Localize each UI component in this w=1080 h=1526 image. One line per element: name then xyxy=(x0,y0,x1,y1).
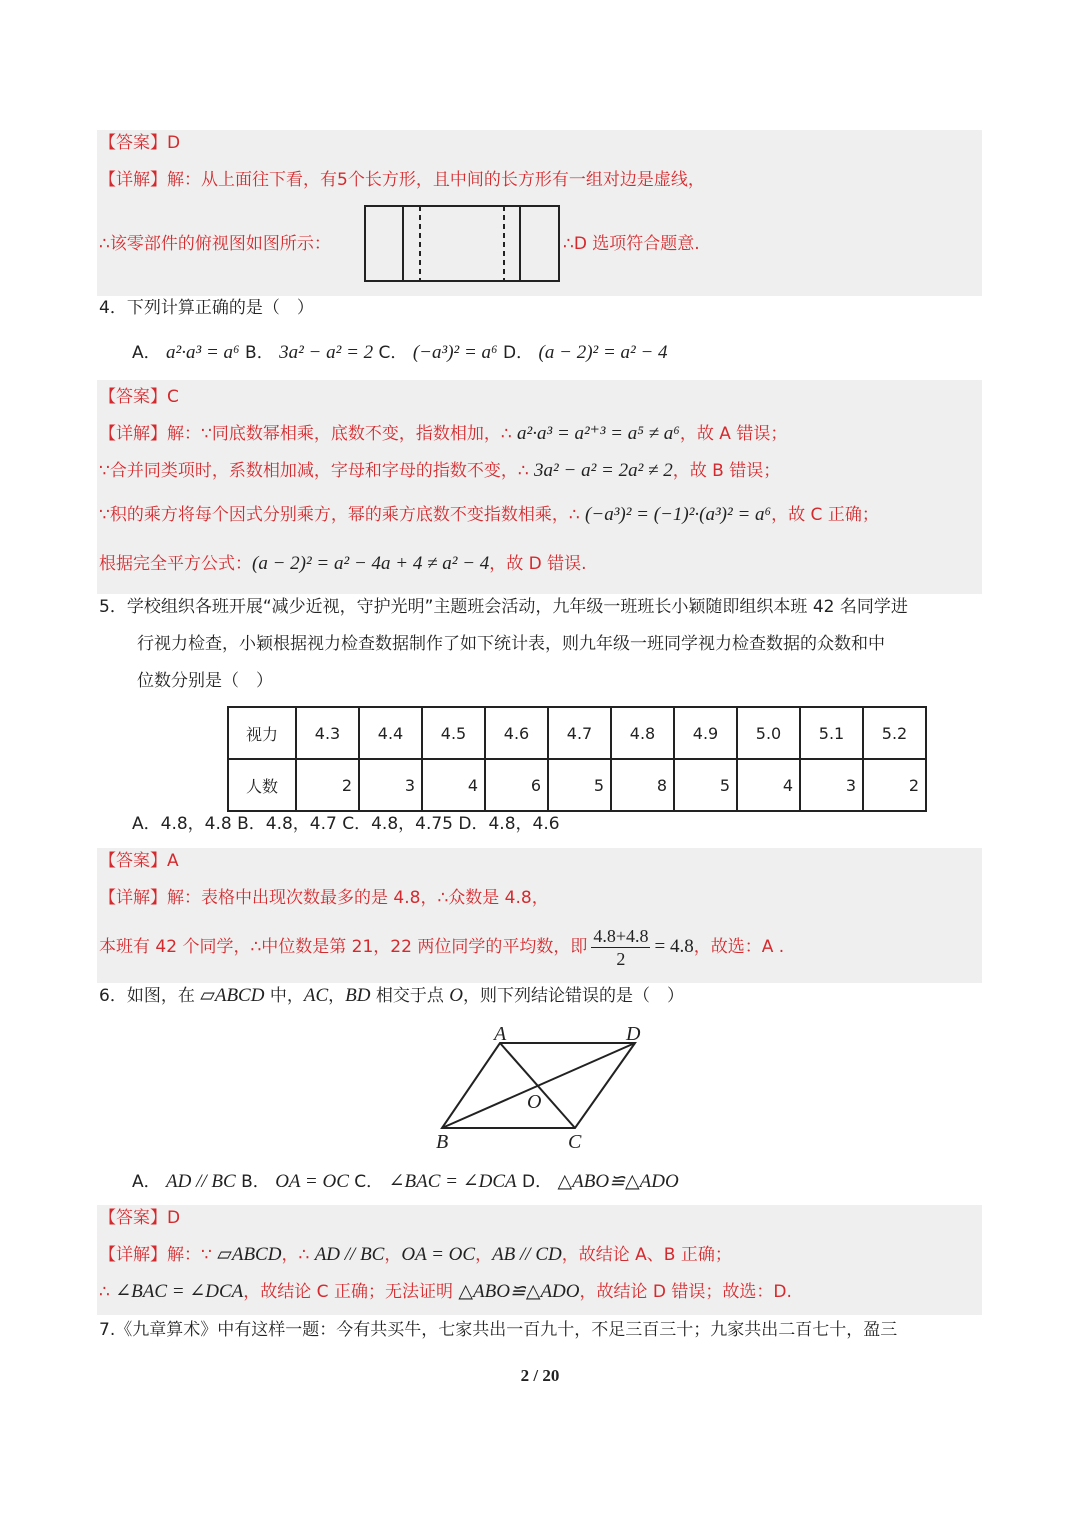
q3-conclusion xyxy=(563,232,700,256)
q5-stem-2 xyxy=(137,632,885,656)
text-segment: C． xyxy=(348,1172,389,1192)
text-segment: 中， xyxy=(264,986,304,1006)
text-segment: A． xyxy=(132,343,167,363)
vision-cell: 4.9 xyxy=(674,707,737,759)
q6-detail-1 xyxy=(99,1243,732,1267)
q5-stem-3 xyxy=(137,669,273,693)
math-expression: ▱ABCD xyxy=(217,1244,282,1265)
math-expression: AD // BC xyxy=(314,1244,385,1265)
math-expression: O xyxy=(449,985,464,1006)
vision-cell: 4.3 xyxy=(296,707,359,759)
count-cell: 4 xyxy=(737,759,800,811)
detail-text: ，故选：A . xyxy=(693,937,785,957)
vision-cell: 4.7 xyxy=(548,707,611,759)
count-cell: 6 xyxy=(485,759,548,811)
text-segment: ，故结论 A、B 正确； xyxy=(561,1245,732,1265)
q4-detail-4 xyxy=(99,552,587,576)
q6-detail-2 xyxy=(99,1280,792,1304)
text-segment: B． xyxy=(239,343,280,363)
text-segment: 【详解】解：∵ xyxy=(99,1245,218,1265)
math-expression: OA = OC xyxy=(275,1171,349,1192)
text-segment: C． xyxy=(373,343,413,363)
vision-cell: 5.1 xyxy=(800,707,863,759)
text-segment: ，则下列结论错误的是（ ） xyxy=(463,986,685,1006)
q4-detail-3 xyxy=(99,503,879,527)
text-segment: 位数分别是（ ） xyxy=(137,671,273,691)
math-expression: a²·a³ = a⁶ xyxy=(166,342,240,363)
parallelogram-figure xyxy=(430,1020,660,1155)
text-segment: 【详解】解：从上面往下看，有5个长方形，且中间的长方形有一组对边是虚线， xyxy=(99,170,705,190)
text-segment: B． xyxy=(235,1172,276,1192)
q3-detail xyxy=(99,168,705,192)
vision-cell: 5.0 xyxy=(737,707,800,759)
text-segment: 6．如图，在 xyxy=(99,986,201,1006)
math-expression: ∠BAC = ∠DCA xyxy=(115,1281,244,1302)
math-expression: (a − 2)² = a² − 4 xyxy=(538,342,668,363)
math-expression: AB // CD xyxy=(492,1244,562,1265)
text-segment: ， xyxy=(384,1245,402,1265)
top-view-figure xyxy=(364,205,561,283)
vision-table xyxy=(227,706,927,812)
count-row xyxy=(228,759,926,811)
text-segment: ∴D 选项符合题意. xyxy=(563,234,700,254)
count-cell: 8 xyxy=(611,759,674,811)
vision-cell: 4.5 xyxy=(422,707,485,759)
fraction-numerator: 4.8+4.8 xyxy=(593,925,649,946)
text-segment: ， xyxy=(328,986,346,1006)
text-segment: ，故结论 C 正确；无法证明 xyxy=(243,1282,459,1302)
math-expression: △ABO≌△ADO xyxy=(458,1281,580,1302)
text-segment: ∵合并同类项时，系数相加减，字母和字母的指数不变，∴ xyxy=(99,461,535,481)
text-segment: D xyxy=(167,133,181,153)
text-segment: 7.《九章算术》中有这样一题：今有共买牛，七家共出一百九十，不足三百三十；九家共出二百七十，盈三 xyxy=(99,1320,898,1340)
math-expression: a²·a³ = a²⁺³ = a⁵ ≠ a⁶ xyxy=(517,423,680,444)
page-number: 2 / 20 xyxy=(520,1366,560,1385)
text-segment: D． xyxy=(497,343,539,363)
q4-detail-1 xyxy=(99,422,787,446)
text-segment: 4．下列计算正确的是（ ） xyxy=(99,298,314,318)
vertex-label-c: C xyxy=(568,1131,582,1153)
vertex-label-b: B xyxy=(436,1131,449,1153)
math-expression: (−a³)² = (−1)²·(a³)² = a⁶ xyxy=(585,504,772,525)
vision-cell: 4.4 xyxy=(359,707,422,759)
q5-detail-1 xyxy=(99,886,549,910)
text-segment: 5．学校组织各班开展“减少近视，守护光明”主题班会活动，九年级一班班长小颖随即组织本班 42 名同学进 xyxy=(99,597,908,617)
math-expression: 3a² − a² = 2a² ≠ 2 xyxy=(534,460,673,481)
q5-stem-1 xyxy=(99,595,908,619)
text-segment: 相交于点 xyxy=(370,986,450,1006)
vertex-label-d: D xyxy=(626,1023,641,1045)
text-segment: ，故 C 正确； xyxy=(771,505,879,525)
text-segment: ∴ xyxy=(99,1282,116,1302)
detail-text: 本班有 42 个同学，∴中位数是第 21，22 两位同学的平均数，即 xyxy=(99,937,588,957)
count-cell: 3 xyxy=(359,759,422,811)
q3-view-intro xyxy=(99,232,331,256)
center-label-o: O xyxy=(527,1091,542,1113)
text-segment: ，故 B 错误； xyxy=(672,461,781,481)
q3-answer xyxy=(99,131,180,155)
q4-stem xyxy=(99,296,314,320)
count-cell: 5 xyxy=(674,759,737,811)
text-segment: ∵积的乘方将每个因式分别乘方，幂的乘方底数不变指数相乘，∴ xyxy=(99,505,586,525)
text-segment: 【详解】解：表格中出现次数最多的是 4.8，∴众数是 4.8， xyxy=(99,888,549,908)
row-header: 视力 xyxy=(228,707,296,759)
text-segment: ，∴ xyxy=(281,1245,315,1265)
text-segment: ，故 D 错误. xyxy=(489,554,587,574)
math-expression: ∠BAC = ∠DCA xyxy=(388,1171,517,1192)
text-segment: D． xyxy=(516,1172,558,1192)
q4-answer xyxy=(99,385,179,409)
vision-cell: 4.6 xyxy=(485,707,548,759)
fraction xyxy=(591,925,650,970)
count-cell: 3 xyxy=(800,759,863,811)
q4-detail-2 xyxy=(99,459,780,483)
math-expression: OA = OC xyxy=(401,1244,476,1265)
math-expression: AD // BC xyxy=(166,1171,236,1192)
text-segment: ， xyxy=(475,1245,493,1265)
vision-cell: 5.2 xyxy=(863,707,926,759)
text-segment: ，故结论 D 错误；故选：D. xyxy=(579,1282,792,1302)
text-segment: A．4.8，4.8 B．4.8，4.7 C．4.8，4.75 D．4.8，4.6 xyxy=(132,814,560,834)
count-cell: 4 xyxy=(422,759,485,811)
q4-options xyxy=(132,341,668,365)
math-expression: BD xyxy=(345,985,371,1006)
vision-cell: 4.8 xyxy=(611,707,674,759)
vertex-label-a: A xyxy=(494,1023,507,1045)
count-cell: 2 xyxy=(296,759,359,811)
row-header: 人数 xyxy=(228,759,296,811)
q5-detail-2 xyxy=(99,922,784,972)
q6-stem xyxy=(99,984,684,1008)
text-segment: ，故 A 错误； xyxy=(679,424,788,444)
vision-row xyxy=(228,707,926,759)
q6-answer xyxy=(99,1206,180,1230)
math-expression: (a − 2)² = a² − 4a + 4 ≠ a² − 4 xyxy=(252,553,490,574)
fraction-denominator: 2 xyxy=(616,948,626,969)
q5-options xyxy=(132,812,560,836)
text-segment: 行视力检查，小颖根据视力检查数据制作了如下统计表，则九年级一班同学视力检查数据的众数和中 xyxy=(137,634,885,654)
q6-options xyxy=(132,1170,679,1194)
text-segment: 【答案】 xyxy=(99,133,167,153)
text-segment: A． xyxy=(132,1172,167,1192)
math-expression: AC xyxy=(303,985,329,1006)
text-segment: 【答案】A xyxy=(99,851,179,871)
text-segment: 根据完全平方公式： xyxy=(99,554,252,574)
q5-answer xyxy=(99,849,179,873)
text-segment: ∴该零部件的俯视图如图所示： xyxy=(99,234,331,254)
q7-stem xyxy=(99,1318,897,1342)
math-expression: △ABO≌△ADO xyxy=(557,1171,679,1192)
math-expression: ▱ABCD xyxy=(200,985,265,1006)
count-cell: 2 xyxy=(863,759,926,811)
text-segment: 【答案】D xyxy=(99,1208,181,1228)
math-expression: 3a² − a² = 2 xyxy=(279,342,374,363)
math-expression: (−a³)² = a⁶ xyxy=(412,342,498,363)
count-cell: 5 xyxy=(548,759,611,811)
text-segment: 【答案】C xyxy=(99,387,179,407)
equation: = 4.8 xyxy=(654,936,694,957)
text-segment: 【详解】解：∵同底数幂相乘，底数不变，指数相加，∴ xyxy=(99,424,518,444)
